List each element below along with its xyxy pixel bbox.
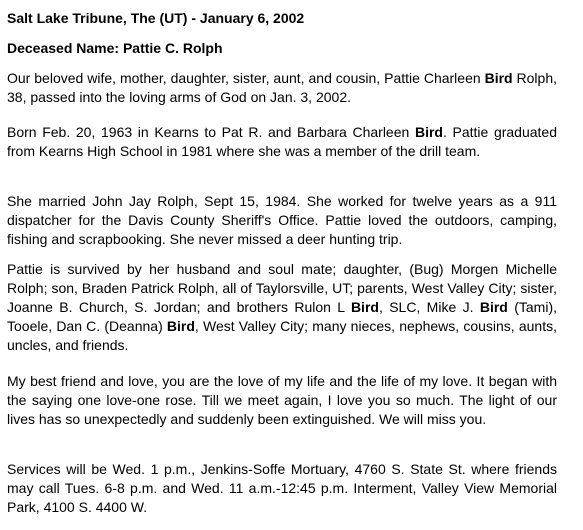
- text-segment: Services will be Wed. 1 p.m., Jenkins-Soffe Mortuary, 4760 S. State St. where friends may call Tues. 6-8 p.m. and Wed. 11 a.m.-12:45 p.m. Interment, Valley View Memorial Park, 4100 S. 4400 W.: [7, 461, 557, 515]
- text-segment: Rolph, 38, passed into the loving arms of God on Jan. 3, 2002.: [7, 70, 558, 105]
- text-segment: (Tami), Tooele, Dan C. (Deanna): [7, 299, 557, 334]
- paragraph-services: [7, 460, 557, 517]
- paragraph-intro: [7, 69, 557, 107]
- source-line: Salt Lake Tribune, The (UT) - January 6, 2002: [7, 10, 305, 26]
- paragraph-birth: [7, 123, 557, 161]
- paragraph-survivors: [7, 260, 557, 355]
- highlighted-surname: Bird: [414, 124, 443, 140]
- deceased-name-line: Deceased Name: Pattie C. Rolph: [7, 40, 223, 56]
- text-segment: Our beloved wife, mother, daughter, sister, aunt, and cousin, Pattie Charleen: [7, 70, 485, 86]
- paragraph-marriage: [7, 192, 557, 249]
- text-segment: . Pattie graduated from Kearns High School in 1981 where she was a member of the drill team.: [7, 124, 558, 159]
- highlighted-surname: Bird: [166, 318, 195, 334]
- text-segment: , SLC, Mike J.: [378, 299, 480, 315]
- text-segment: Pattie is survived by her husband and soul mate; daughter, (Bug) Morgen Michelle Rolph; son, Braden Patrick Rolph, all of Taylorsville, UT; parents, West Valley City; sister, Joanne B. Church, S. Jordan; and brothers Rulon L: [7, 261, 557, 315]
- highlighted-surname: Bird: [350, 299, 379, 315]
- text-segment: She married John Jay Rolph, Sept 15, 1984. She worked for twelve years as a 911 dispatcher for the Davis County Sheriff's Office. Pattie loved the outdoors, camping, fishing and scrapbooking. She never missed a deer hunting trip.: [7, 193, 557, 247]
- highlighted-surname: Bird: [484, 70, 513, 86]
- text-segment: , West Valley City; many nieces, nephews, cousins, aunts, uncles, and friends.: [7, 318, 557, 353]
- text-segment: My best friend and love, you are the love of my life and the life of my love. It began with the saying one love-one rose. Till we meet again, I love you so much. The light of our lives has so unexpectedly and suddenly been extinguished. We will miss you.: [7, 373, 557, 427]
- highlighted-surname: Bird: [479, 299, 508, 315]
- text-segment: Born Feb. 20, 1963 in Kearns to Pat R. and Barbara Charleen: [7, 124, 415, 140]
- paragraph-tribute: [7, 372, 557, 429]
